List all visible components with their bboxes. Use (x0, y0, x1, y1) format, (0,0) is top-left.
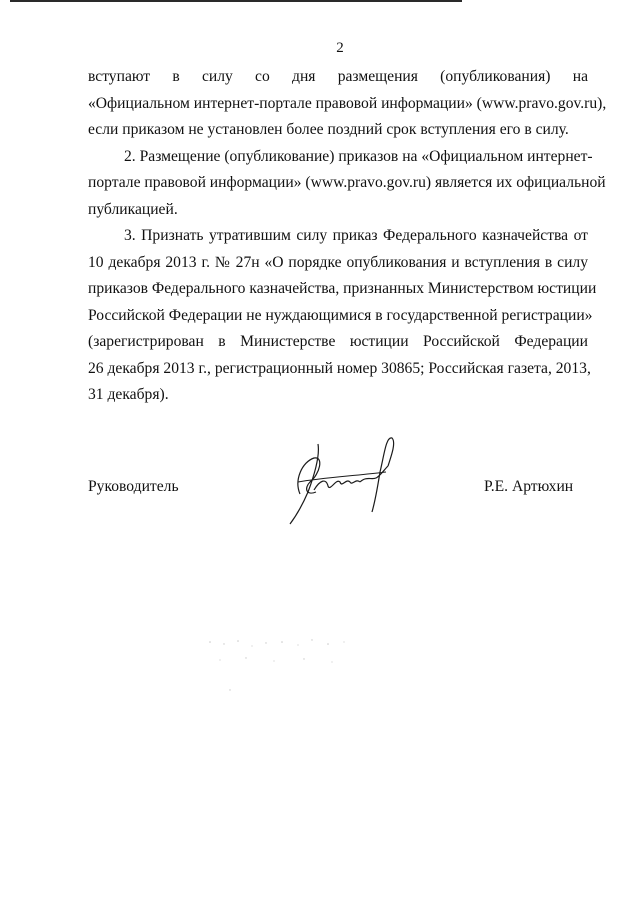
paragraph-line: если приказом не установлен более поздний срок вступления его в силу. (88, 121, 569, 138)
paragraph-line: 10 декабря 2013 г. № 27н «О порядке опубликования и вступления в силу (88, 253, 588, 271)
paragraph-line: 26 декабря 2013 г., регистрационный номер 30865; Российская газета, 2013, (88, 359, 591, 377)
handwritten-signature (280, 432, 410, 527)
paragraph-line: вступают в силу со дня размещения (опубликования) на (88, 68, 588, 85)
paragraph-line: приказов Федерального казначейства, признанных Министерством юстиции (88, 280, 597, 297)
paragraph-line: портале правовой информации» (www.pravo.gov.ru) является их официальной (88, 174, 606, 191)
paragraph-line: (зарегистрирован в Министерстве юстиции Российской Федерации (88, 333, 588, 350)
paragraph-2 (88, 144, 606, 224)
paragraph-line: 31 декабря). (88, 386, 169, 403)
scan-noise (200, 630, 380, 700)
paragraph-1 (88, 64, 607, 144)
signature-name: Р.Е. Артюхин (484, 478, 574, 495)
paragraph-line: Российской Федерации не нуждающимися в государственной регистрации» (88, 306, 593, 324)
paragraph-line: 3. Признать утратившим силу приказ Федерального казначейства от (124, 227, 588, 244)
top-border-line (10, 0, 462, 2)
signature-role: Руководитель (88, 478, 179, 495)
paragraph-line: публикацией. (88, 200, 178, 218)
paragraph-3 (88, 223, 597, 409)
paragraph-line: «Официальном интернет-портале правовой информации» (www.pravo.gov.ru), (88, 94, 607, 112)
document-body (88, 64, 607, 409)
page-number: 2 (336, 40, 344, 56)
paragraph-line: 2. Размещение (опубликование) приказов на «Официальном интернет- (124, 147, 593, 165)
